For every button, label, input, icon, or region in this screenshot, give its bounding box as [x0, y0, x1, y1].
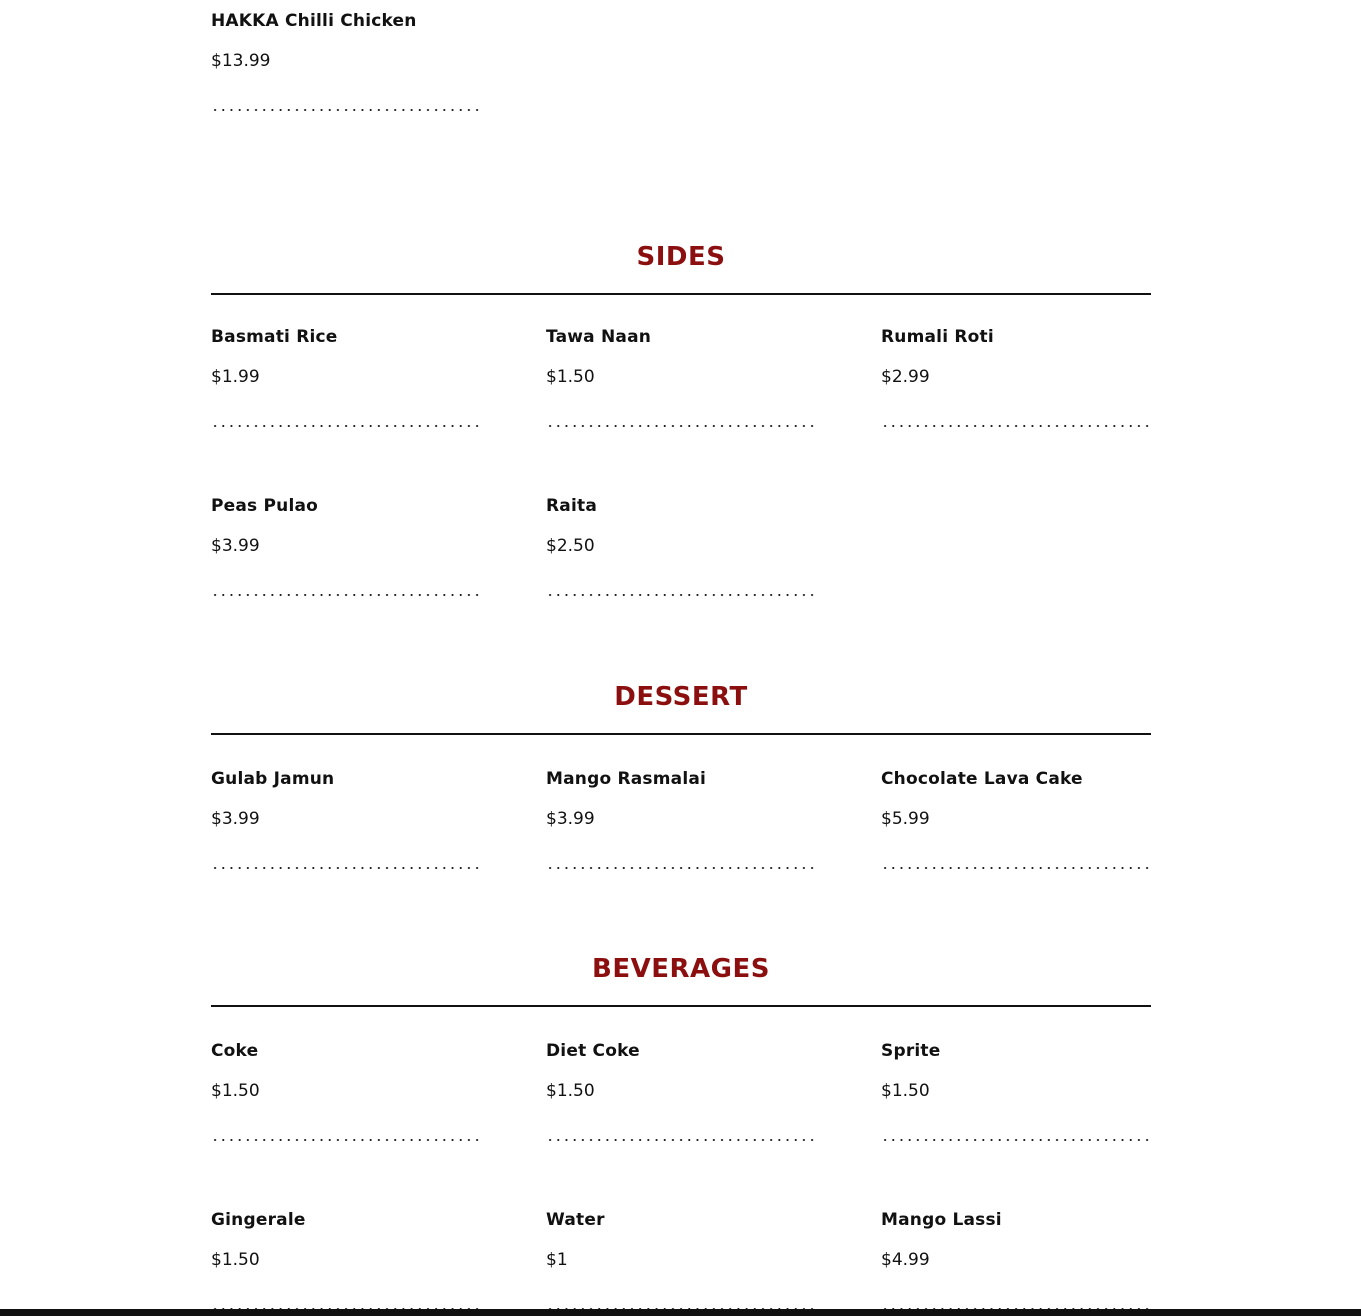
- item-name: Chocolate Lava Cake: [881, 769, 1083, 789]
- menu-item: [211, 1031, 481, 1200]
- item-name: Coke: [211, 1041, 259, 1061]
- item-name: Tawa Naan: [546, 327, 652, 347]
- dotted-divider: [546, 867, 816, 869]
- item-price: $1.50: [211, 1081, 260, 1101]
- section-divider: [211, 733, 1151, 735]
- dotted-divider: [881, 1139, 1151, 1141]
- item-price: $2.99: [881, 367, 930, 387]
- item-name: Peas Pulao: [211, 496, 319, 516]
- item-name: Mango Rasmalai: [546, 769, 707, 789]
- section-title: BEVERAGES: [592, 954, 770, 984]
- menu-item: [546, 1031, 816, 1200]
- menu-item: [546, 317, 816, 486]
- item-price: $1.99: [211, 367, 260, 387]
- dotted-divider: [546, 425, 816, 427]
- section-header-sides: [211, 47, 1151, 317]
- item-price: $3.99: [546, 809, 595, 829]
- item-price: $1.50: [546, 1081, 595, 1101]
- dotted-divider: [881, 867, 1151, 869]
- section-items-dessert: [211, 759, 1151, 927]
- item-price: $1.50: [546, 367, 595, 387]
- section-header-dessert: [211, 655, 1151, 759]
- item-name: Basmati Rice: [211, 327, 338, 347]
- item-price: $1: [546, 1250, 568, 1270]
- menu-item: [211, 486, 481, 655]
- menu-item: [211, 1200, 481, 1316]
- menu-item: [881, 317, 1151, 486]
- dotted-divider: [546, 594, 816, 596]
- menu-item: [881, 1200, 1151, 1316]
- item-price: $13.99: [211, 51, 271, 71]
- dotted-divider: [211, 1139, 481, 1141]
- item-name: Gingerale: [211, 1210, 306, 1230]
- item-price: $5.99: [881, 809, 930, 829]
- dotted-divider: [881, 425, 1151, 427]
- menu-item: [211, 317, 481, 486]
- item-price: $2.50: [546, 536, 595, 556]
- item-name: Mango Lassi: [881, 1210, 1002, 1230]
- menu-item: [881, 759, 1151, 927]
- item-price: $3.99: [211, 536, 260, 556]
- section-title: SIDES: [636, 242, 726, 272]
- item-name: Raita: [546, 496, 597, 516]
- section-divider: [211, 1005, 1151, 1007]
- item-name: Sprite: [881, 1041, 941, 1061]
- menu-item: [881, 1031, 1151, 1200]
- footer-bar: [0, 1309, 1361, 1316]
- section-divider: [211, 293, 1151, 295]
- item-name: Rumali Roti: [881, 327, 994, 347]
- dotted-divider: [211, 867, 481, 869]
- section-header-beverages: [211, 927, 1151, 1031]
- item-name: Diet Coke: [546, 1041, 640, 1061]
- item-price: $4.99: [881, 1250, 930, 1270]
- section-items-sides: [211, 317, 1151, 655]
- item-price: $1.50: [211, 1250, 260, 1270]
- menu-item: [211, 759, 481, 927]
- item-name: Water: [546, 1210, 605, 1230]
- menu-item: [546, 486, 816, 655]
- dotted-divider: [211, 425, 481, 427]
- section-items-beverages: [211, 1031, 1151, 1316]
- menu-item: [546, 1200, 816, 1316]
- item-price: $1.50: [881, 1081, 930, 1101]
- item-name: HAKKA Chilli Chicken: [211, 11, 417, 31]
- menu-item: [546, 759, 816, 927]
- dotted-divider: [546, 1139, 816, 1141]
- item-price: $3.99: [211, 809, 260, 829]
- menu-container: [211, 0, 1151, 1316]
- section-title: DESSERT: [614, 682, 748, 712]
- item-name: Gulab Jamun: [211, 769, 335, 789]
- dotted-divider: [211, 594, 481, 596]
